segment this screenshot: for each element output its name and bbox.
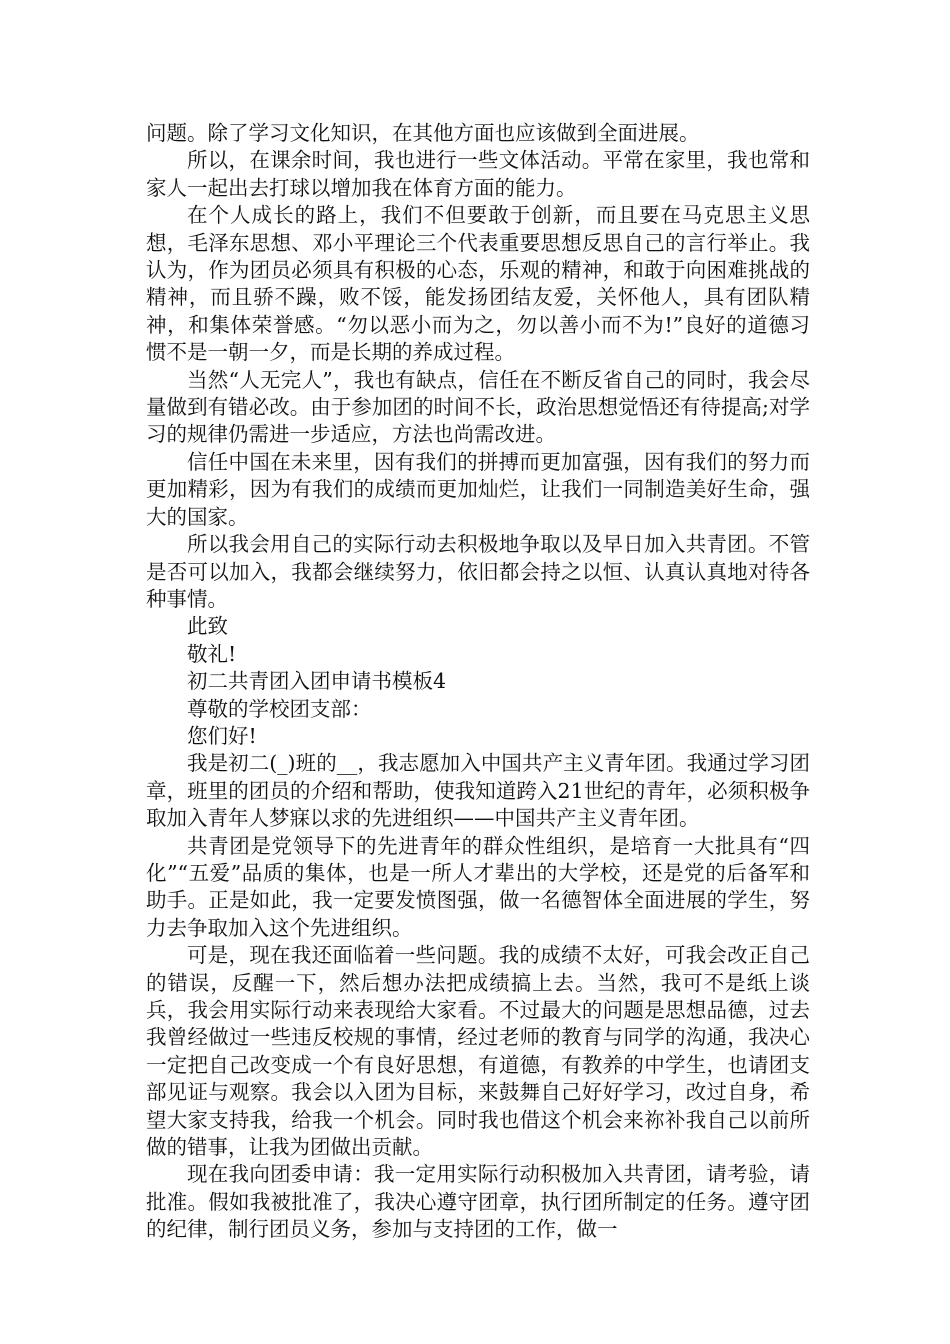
closing-salutation: 此致 (187, 614, 228, 639)
paragraph: 问题。除了学习文化知识，在其他方面也应该做到全面进展。 (146, 121, 700, 145)
paragraph: 信任中国在未来里，因有我们的拼搏而更加富强，因有我们的努力而更加精彩，因为有我们的成绩而更加灿烂，让我们一同制造美好生命，强大的国家。 (146, 449, 810, 529)
paragraph: 可是，现在我还面临着一些问题。我的成绩不太好，可我会改正自己的错误，反醒一下，然后想办法把成绩搞上去。当然，我可不是纸上谈兵，我会用实际行动来表现给大家看。不过最大的问题是思想品德，过去我曾经做过一些违反校规的事情，经过老师的教育与同学的沟通，我决心一定把自己改变成一个有良好思想，有道德，有教养的中学生，也请团支部见证与观察。我会以入团为目标，来鼓舞自己好好学习，改过自身，希望大家支持我，给我一个机会。同时我也借这个机会来祢补我自己以前所做的错事，让我为团做出贡献。 (146, 943, 810, 1160)
greeting: 您们好! (187, 723, 257, 748)
paragraph: 所以，在课余时间，我也进行一些文体活动。平常在家里，我也常和家人一起出去打球以增加我在体育方面的能力。 (146, 148, 810, 200)
paragraph: 所以我会用自己的实际行动去积极地争取以及早日加入共青团。不管是否可以加入，我都会继续努力，依旧都会持之以恒、认真认真地对待各种事情。 (146, 532, 810, 611)
section-title: 初二共青团入团申请书模板4 (187, 669, 447, 694)
document-body (146, 120, 810, 1244)
paragraph: 我是初二(_)班的__，我志愿加入中国共产主义青年团。我通过学习团章，班里的团员的介绍和帮助，使我知道跨入21世纪的青年，必须积极争取加入青年人梦寐以求的先进组织——中国共产主义青年团。 (146, 751, 810, 831)
paragraph: 现在我向团委申请：我一定用实际行动积极加入共青团，请考验，请批准。假如我被批准了，我决心遵守团章，执行团所制定的任务。遵守团的纪律，制行团员义务，参加与支持团的工作，做一 (146, 1162, 810, 1242)
paragraph: 当然“人无完人”，我也有缺点，信任在不断反省自己的同时，我会尽量做到有错必改。由于参加团的时间不长，政治思想觉悟还有待提高;对学习的规律仍需进一步适应，方法也尚需改进。 (146, 367, 810, 447)
greeting-recipient: 尊敬的学校团支部： (187, 696, 372, 721)
closing-regards: 敬礼! (187, 641, 237, 666)
paragraph: 共青团是党领导下的先进青年的群众性组织，是培育一大批具有“四化”“五爱”品质的集体，也是一所人才辈出的大学校，还是党的后备军和助手。正是如此，我一定要发愤图强，做一名德智体全面进展的学生，努力去争取加入这个先进组织。 (146, 833, 810, 940)
paragraph: 在个人成长的路上，我们不但要敢于创新，而且要在马克思主义思想，毛泽东思想、邓小平理论三个代表重要思想反思自己的言行举止。我认为，作为团员必须具有积极的心态，乐观的精神，和敢于向困难挑战的精神，而且骄不躁，败不馁，能发扬团结友爱，关怀他人，具有团队精神，和集体荣誉感。“勿以恶小而为之，勿以善小而不为!”良好的道德习惯不是一朝一夕，而是长期的养成过程。 (146, 203, 810, 365)
